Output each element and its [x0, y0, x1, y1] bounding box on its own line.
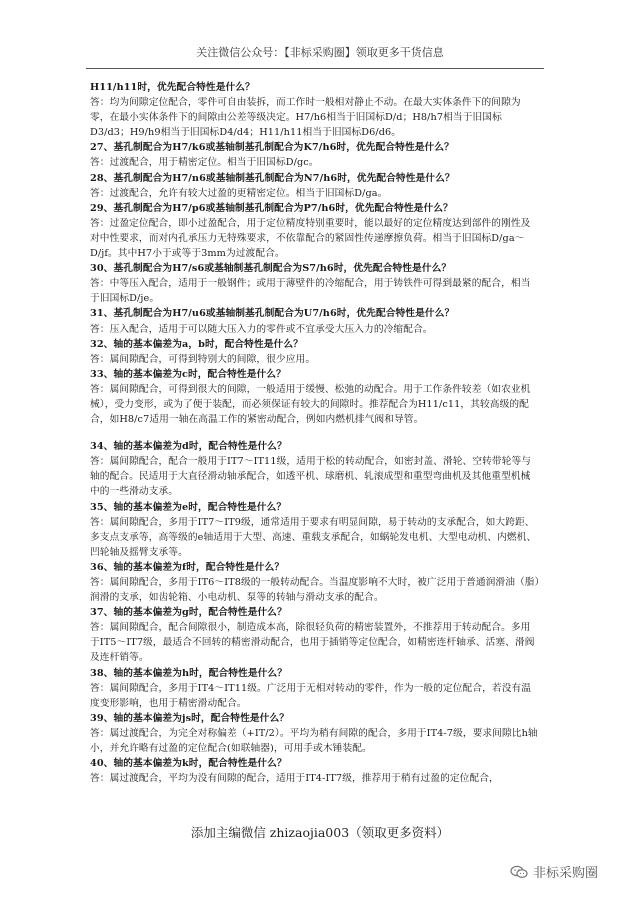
qa-item-37: [90, 605, 540, 665]
watermark: [510, 862, 598, 881]
question: 32、轴的基本偏差为a，b时，配合特性是什么？: [90, 338, 303, 350]
question: H11/h11时，优先配合特性是什么？: [90, 82, 255, 93]
qa-item-38: [90, 666, 540, 711]
question: 40、轴的基本偏差为k时，配合特性是什么？: [90, 758, 287, 770]
qa-item-30: [90, 261, 540, 306]
page-header: 关注微信公众号：【非标采购圈】领取更多干货信息: [196, 46, 444, 59]
qa-item-40: [90, 756, 540, 786]
question: 30、基孔制配合为H7/s6或基轴制基孔制配合为S7/h6时，优先配合特性是什么？: [90, 263, 452, 275]
answer: 答：属间隙配合，配合间隙很小，制造成本高，除很轻负荷的精密装置外，不推荐用于转动配合。多用于IT5～IT7级，最适合不回转的精密滑动配合，也用于插销等定位配合，如精密连杆轴承、活塞、滑阀及连杆销等。: [90, 622, 535, 664]
question: 27、基孔制配合为H7/k6或基轴制基孔制配合为K7/h6时，优先配合特性是什么？: [90, 142, 454, 154]
document-body: [90, 80, 540, 786]
watermark-label: 非标采购圈: [533, 866, 599, 881]
answer: 答：属间隙配合，可得到很大的间隙，一般适用于缓慢、松弛的动配合。用于工作条件较差（如农业机械），受力变形，或为了便于装配，而必须保证有较大的间隙时。推荐配合为H11/c11，其较高级的配合，如H8/c7适用一轴在高温工作的紧密动配合，例如内燃机排气阀和导管。: [90, 383, 531, 426]
qa-item-31: [90, 306, 540, 336]
answer: 答：中等压入配合，适用于一般钢件；或用于薄壁件的冷缩配合，用于铸铁件可得到最紧的配合，相当于旧国标D/je。: [90, 278, 531, 305]
question: 39、轴的基本偏差为js时，配合特性是什么？: [90, 712, 290, 724]
answer: 答：均为间隙定位配合，零件可自由装拆，而工作时一般相对静止不动。在最大实体条件下的间隙为零，在最小实体条件下的间隙由公差等级决定。H7/h6相当于旧国标D/d；H8/h7相当于旧国标D3/d3；H9/h9相当于旧国标D4/d4；H11/h11相当于旧国标D6/d6。: [90, 97, 521, 139]
qa-item-27: [90, 140, 540, 170]
qa-item-34: [90, 439, 540, 499]
question: 38、轴的基本偏差为h时，配合特性是什么？: [90, 667, 287, 679]
qa-item-39: [90, 711, 540, 756]
qa-item-35: [90, 500, 540, 560]
question: 35、轴的基本偏差为e时，配合特性是什么？: [90, 501, 287, 513]
qa-item-29: [90, 201, 540, 261]
answer: 答：属间隙配合，多用于IT6～IT8级的一般转动配合。当温度影响不大时，被广泛用于普通润滑油（脂）润滑的支承，如齿轮箱、小电动机、泵等的转轴与滑动支承的配合。: [90, 577, 540, 604]
question: 34、轴的基本偏差为d时，配合特性是什么？: [90, 441, 287, 453]
answer: 答：属间隙配合，多用于IT4～IT11级。广泛用于无相对转动的零件，作为一般的定位配合，若没有温度变形影响，也用于精密滑动配合。: [90, 682, 532, 709]
header-divider: [86, 68, 544, 69]
qa-item-32: [90, 337, 540, 367]
qa-item-26: [90, 80, 540, 140]
qa-item-33: [90, 367, 540, 427]
question: 28、基孔制配合为H7/n6或基轴制基孔制配合为N7/h6时，优先配合特性是什么？: [90, 172, 455, 184]
answer: 答：属间隙配合，多用于IT7～IT9级，通常适用于要求有明显间隙，易于转动的支承配合，如大跨距、多支点支承等，高等级的e轴适用于大型、高速、重载支承配合，如蜗轮发电机、大型电动机、内燃机、凹轮轴及摇臂支承等。: [90, 516, 537, 558]
question: 33、轴的基本偏差为c时，配合特性是什么？: [90, 368, 286, 380]
answer: 答：属间隙配合，配合一般用于IT7～IT11级，适用于松的转动配合，如密封盖、滑轮、空转带轮等与轴的配合。民适用于大直径滑动轴承配合，如透平机、球磨机、轧滚成型和重型弯曲机及其他重型机械中的一些滑动支承。: [90, 456, 532, 498]
qa-item-28: [90, 171, 540, 201]
question: 29、基孔制配合为H7/p6或基轴制基孔制配合为P7/h6时，优先配合特性是什么？: [90, 202, 453, 214]
question: 37、轴的基本偏差为g时，配合特性是什么？: [90, 607, 287, 619]
answer: 答：过盈定位配合，即小过盈配合，用于定位精度特别重要时，能以最好的定位精度达到部件的刚性及对中性要求，而对内孔承压力无特殊要求，不依靠配合的紧固性传递摩擦负荷。相当于旧国标D/ga～D/jf。其中H7小于或等于3mm为过渡配合。: [90, 217, 531, 260]
question: 36、轴的基本偏差为f时，配合特性是什么？: [90, 561, 285, 573]
wechat-icon: [510, 865, 528, 879]
answer: 答：属间隙配合，可得到特别大的间隙，很少应用。: [90, 353, 316, 365]
answer: 答：属过渡配合，平均为没有间隙的配合，适用于IT4-IT7级，推荐用于稍有过盈的定位配合，: [90, 773, 499, 785]
answer: 答：过渡配合，用于精密定位。相当于旧国标D/gc。: [90, 157, 319, 169]
footer-contact: 添加主编微信 zhizaojia003（领取更多资料）: [190, 825, 450, 840]
qa-item-36: [90, 560, 540, 605]
answer: 答：属过渡配合，为完全对称偏差（+IT/2）。平均为稍有间隙的配合，多用于IT4-7级，要求间隙比h轴小，并允许略有过盈的定位配合(如联轴器)，可用手或木锤装配。: [90, 727, 538, 755]
answer: 答：压入配合，适用于可以随大压入力的零件或不宜承受大压入力的冷缩配合。: [90, 323, 433, 335]
answer: 答：过渡配合，允许有较大过盈的更精密定位。相当于旧国标D/ga。: [90, 187, 388, 199]
question: 31、基孔制配合为H7/u6或基轴制基孔制配合为U7/h6时，优先配合特性是什么？: [90, 308, 455, 320]
